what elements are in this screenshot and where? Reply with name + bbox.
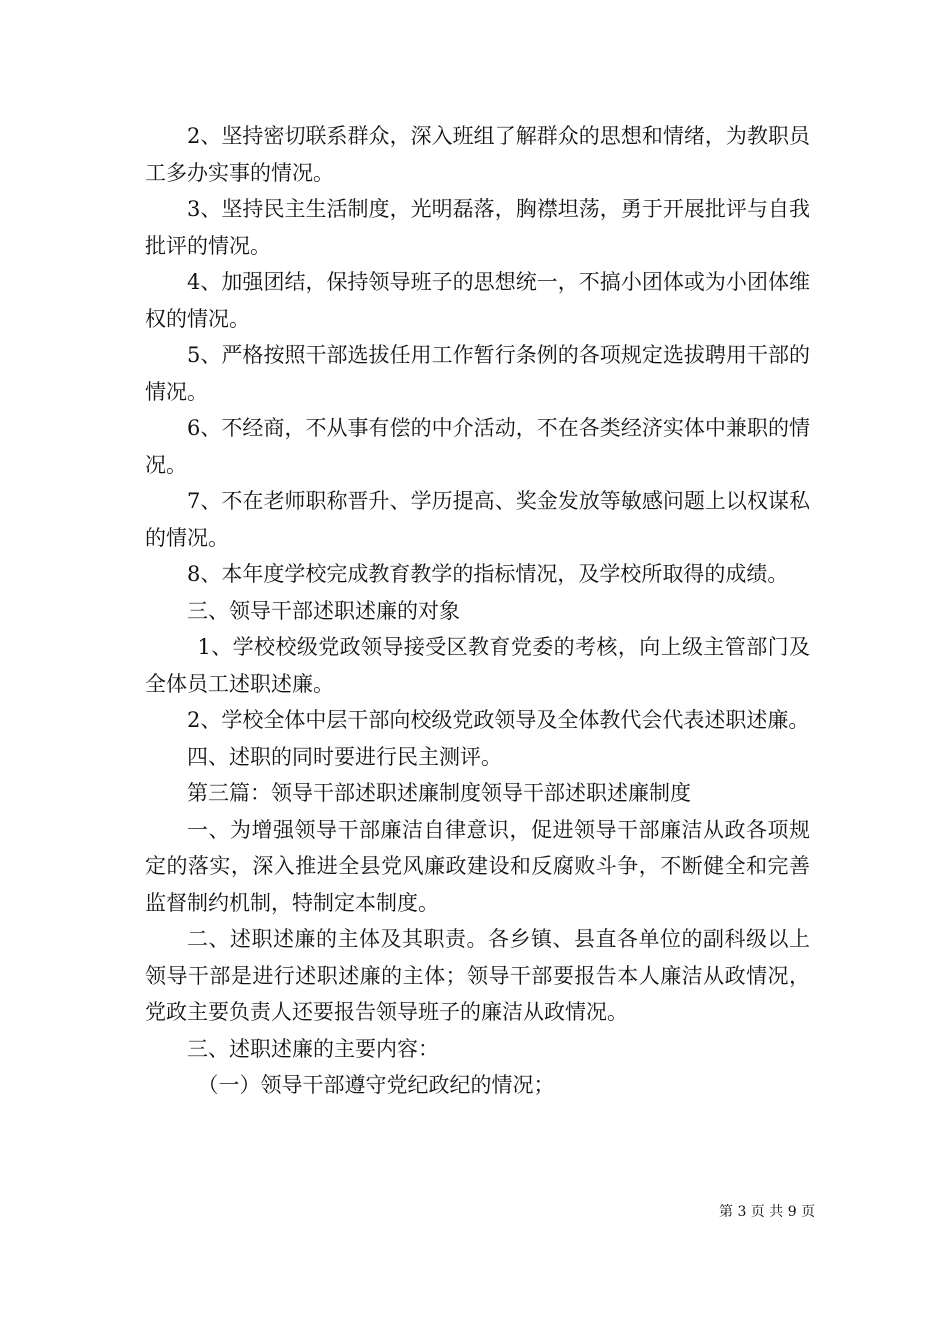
paragraph-object-1: 1、学校校级党政领导接受区教育党委的考核，向上级主管部门及全体员工述职述廉。 (145, 635, 810, 696)
section-heading-evaluation: 四、述职的同时要进行民主测评。 (187, 744, 502, 769)
document-body (145, 118, 810, 1104)
paragraph-item-7: 7、不在老师职称晋升、学历提高、奖金发放等敏感问题上以权谋私的情况。 (145, 489, 810, 550)
paragraph-item-2: 2、坚持密切联系群众，深入班组了解群众的思想和情绪，为教职员工多办实事的情况。 (145, 124, 810, 185)
section-heading-content: 三、述职述廉的主要内容： (187, 1036, 439, 1061)
paragraph-item-5: 5、严格按照干部选拔任用工作暂行条例的各项规定选拔聘用干部的情况。 (145, 343, 810, 404)
chapter-heading-part-three: 第三篇：领导干部述职述廉制度领导干部述职述廉制度 (187, 781, 691, 805)
paragraph-content-1: （一）领导干部遵守党纪政纪的情况； (197, 1073, 555, 1097)
section-heading-objects: 三、领导干部述职述廉的对象 (187, 598, 460, 623)
page-number-footer: 第 3 页 共 9 页 (719, 1204, 816, 1220)
paragraph-item-4: 4、加强团结，保持领导班子的思想统一，不搞小团体或为小团体维权的情况。 (145, 270, 810, 331)
paragraph-item-6: 6、不经商，不从事有偿的中介活动，不在各类经济实体中兼职的情况。 (145, 416, 810, 477)
paragraph-purpose: 一、为增强领导干部廉洁自律意识，促进领导干部廉洁从政各项规定的落实，深入推进全县党风廉政建设和反腐败斗争，不断健全和完善监督制约机制，特制定本制度。 (145, 817, 810, 915)
paragraph-subject: 二、述职述廉的主体及其职责。各乡镇、县直各单位的副科级以上领导干部是进行述职述廉的主体；领导干部要报告本人廉洁从政情况，党政主要负责人还要报告领导班子的廉洁从政情况。 (145, 927, 810, 1024)
paragraph-item-3: 3、坚持民主生活制度，光明磊落，胸襟坦荡，勇于开展批评与自我批评的情况。 (145, 197, 810, 258)
paragraph-item-8: 8、本年度学校完成教育教学的指标情况，及学校所取得的成绩。 (187, 562, 789, 586)
paragraph-object-2: 2、学校全体中层干部向校级党政领导及全体教代会代表述职述廉。 (187, 708, 810, 732)
